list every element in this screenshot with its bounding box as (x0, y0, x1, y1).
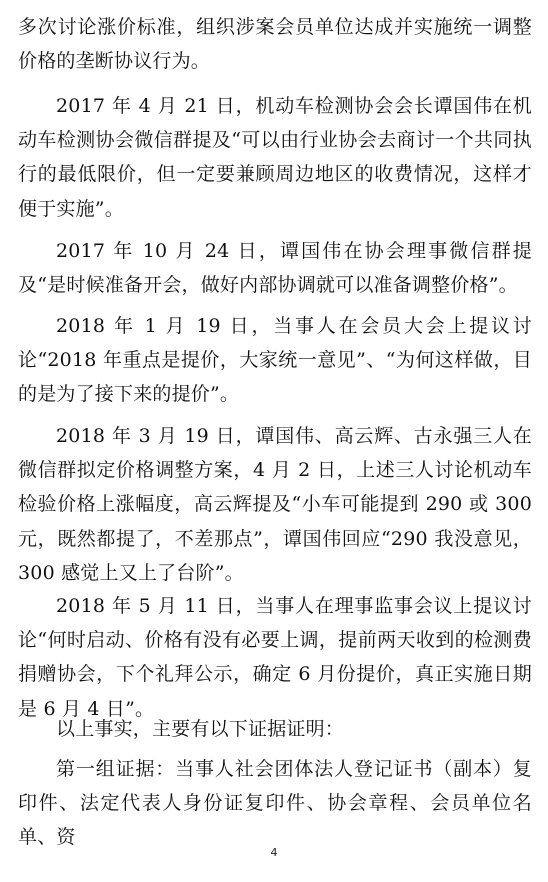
paragraph-2017-04-21: 2017 年 4 月 21 日，机动车检测协会会长谭国伟在机动车检测协会微信群提及“可以由行业协会去商讨一个共同执行的最低限价，但一定要兼顾周边地区的收费情况，这样才便于实施”。 (18, 95, 532, 220)
paragraph-continuation: 多次讨论涨价标准，组织涉案会员单位达成并实施统一调整价格的垄断协议行为。 (18, 16, 532, 73)
evidence-group-1: 第一组证据：当事人社会团体法人登记证书（副本）复印件、法定代表人身份证复印件、协会章程、会员单位名单、资 (18, 758, 532, 849)
paragraph-2018-05-11: 2018 年 5 月 11 日，当事人在理事监事会议上提议讨论“何时启动、价格有没有必要上调，提前两天收到的检测费捐赠协会，下个礼拜公示，确定 6 月份提价，真正实施日期是 6 月 4 日”。 (18, 595, 532, 720)
paragraph-2017-10-24: 2017 年 10 月 24 日，谭国伟在协会理事微信群提及“是时候准备开会，做好内部协调就可以准备调整价格”。 (18, 240, 532, 297)
paragraph-2018-01-19: 2018 年 1 月 19 日，当事人在会员大会上提议讨论“2018 年重点是提价，大家统一意见”、“为何这样做，目的是为了接下来的提价”。 (18, 315, 532, 406)
evidence-intro: 以上事实，主要有以下证据证明： (56, 718, 345, 740)
paragraph-2018-03-19: 2018 年 3 月 19 日，谭国伟、高云辉、古永强三人在微信群拟定价格调整方案，4 月 2 日，上述三人讨论机动车检验价格上涨幅度，高云辉提及“小车可能提到 290 或 300 元，既然都提了，不差那点”，谭国伟回应“290 我没意见，300 感觉上又上了台阶”。 (18, 425, 532, 584)
page-number: 4 (270, 846, 278, 859)
